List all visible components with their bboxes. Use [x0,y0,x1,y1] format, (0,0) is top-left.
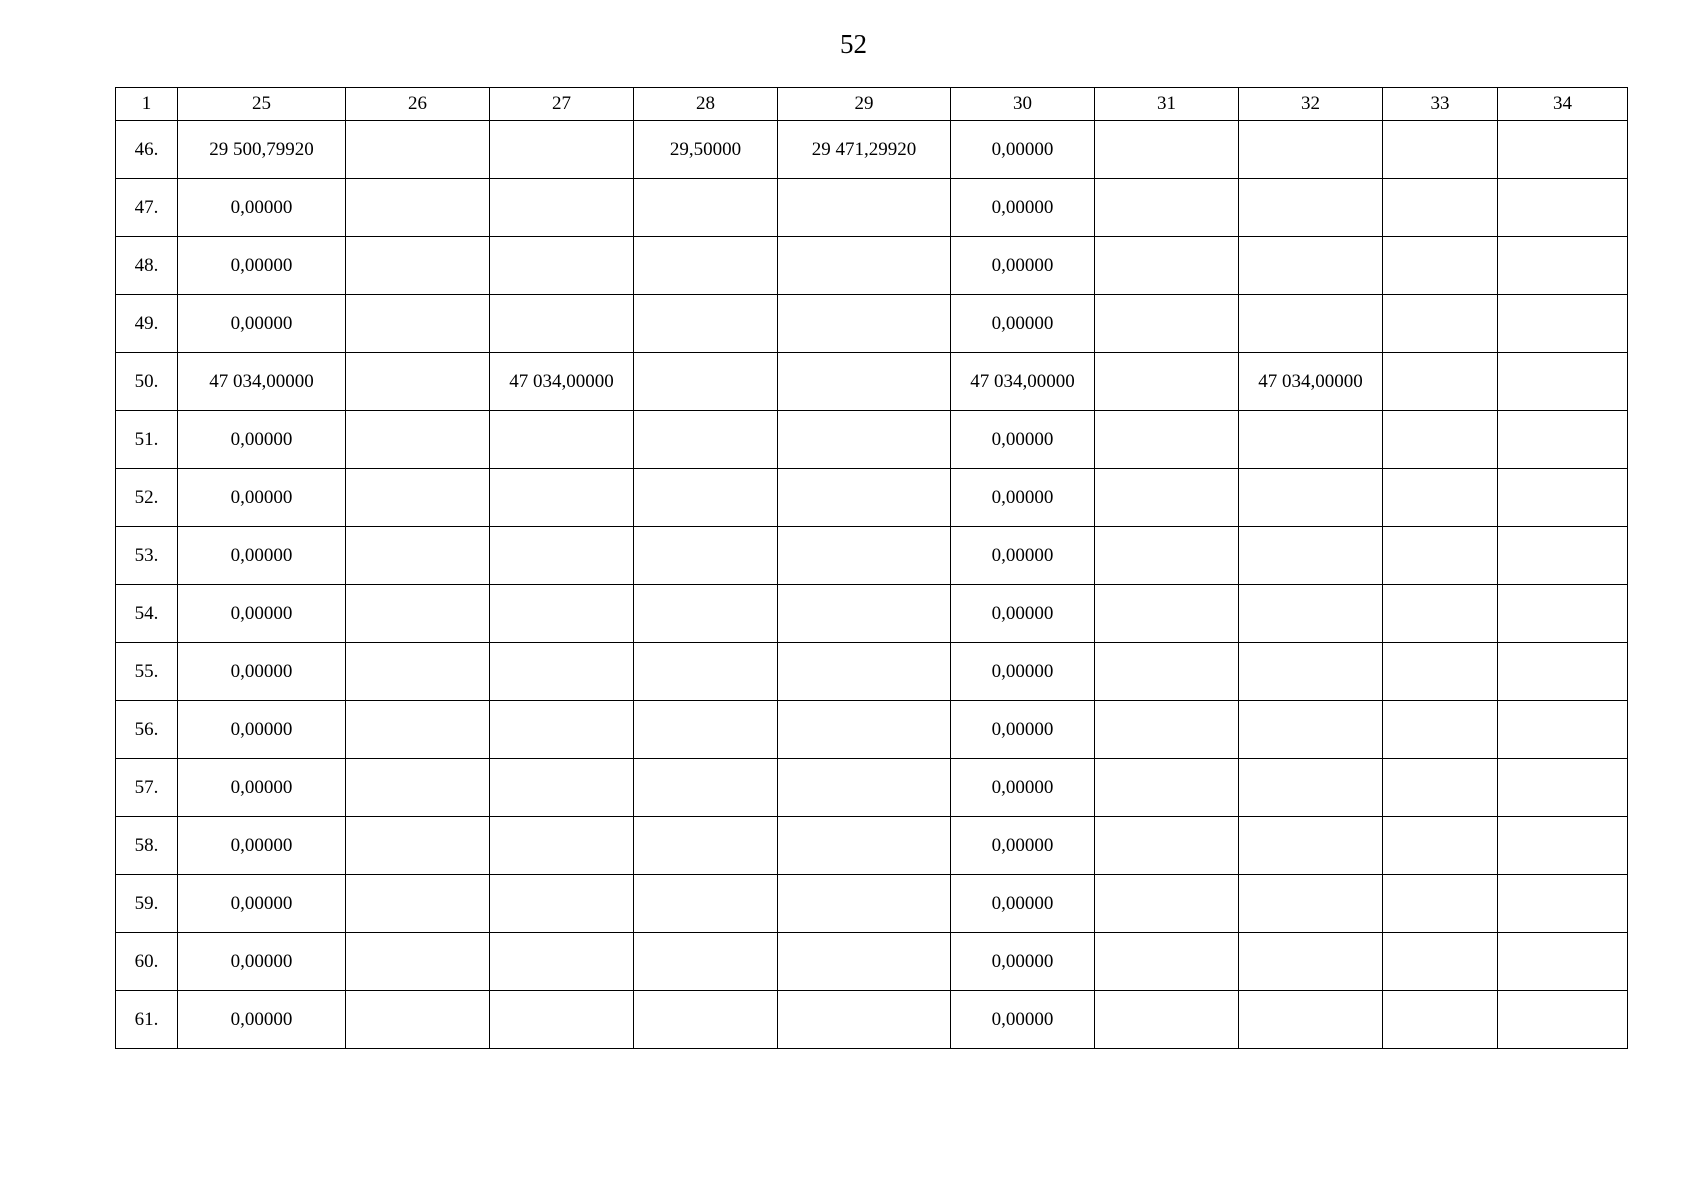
table-cell [1095,353,1239,411]
table-cell [778,701,951,759]
table-cell [1239,237,1383,295]
table-cell [1383,933,1498,991]
table-cell: 0,00000 [178,933,346,991]
table-cell [490,933,634,991]
table-cell: 0,00000 [178,585,346,643]
table-cell [346,585,490,643]
row-number-cell: 54. [116,585,178,643]
table-cell [346,353,490,411]
table-cell [634,759,778,817]
column-header: 30 [951,88,1095,121]
column-header: 33 [1383,88,1498,121]
table-cell [1383,411,1498,469]
table-cell [1095,411,1239,469]
table-cell [778,875,951,933]
table-cell [778,411,951,469]
table-cell [1239,875,1383,933]
table-cell: 0,00000 [178,991,346,1049]
table-cell: 0,00000 [178,237,346,295]
table-cell [1498,933,1628,991]
table-cell [778,353,951,411]
table-cell [1095,701,1239,759]
table-cell [1383,991,1498,1049]
table-cell [346,237,490,295]
table-cell [1239,643,1383,701]
table-cell: 0,00000 [951,237,1095,295]
table-cell: 47 034,00000 [490,353,634,411]
table-row [116,237,1628,295]
table-cell [1239,817,1383,875]
table-cell [346,295,490,353]
table-cell [1383,179,1498,237]
table-cell: 47 034,00000 [1239,353,1383,411]
table-cell [490,585,634,643]
table-cell [634,179,778,237]
table-cell [634,933,778,991]
table-cell [346,469,490,527]
table-cell: 47 034,00000 [178,353,346,411]
row-number-cell: 53. [116,527,178,585]
table-cell [1498,585,1628,643]
column-header: 29 [778,88,951,121]
table-header-row [116,88,1628,121]
table-cell [1095,295,1239,353]
table-row [116,701,1628,759]
row-number-cell: 58. [116,817,178,875]
table-body [116,88,1628,1049]
table-cell: 0,00000 [178,701,346,759]
table-cell: 29 500,79920 [178,121,346,179]
table-cell: 0,00000 [178,643,346,701]
table-cell [1383,353,1498,411]
table-cell [1383,759,1498,817]
table-cell [778,179,951,237]
table-cell [1239,179,1383,237]
table-cell [346,527,490,585]
table-cell [1383,121,1498,179]
table-cell [1383,817,1498,875]
table-cell: 29,50000 [634,121,778,179]
table-cell: 0,00000 [178,817,346,875]
table-cell: 0,00000 [951,179,1095,237]
table-cell [1383,237,1498,295]
table-cell [1498,469,1628,527]
table-cell: 0,00000 [951,875,1095,933]
row-number-cell: 50. [116,353,178,411]
table-cell [778,643,951,701]
table-cell [490,179,634,237]
table-cell [490,817,634,875]
table-cell: 0,00000 [178,527,346,585]
table-cell [778,585,951,643]
table-cell [1498,527,1628,585]
column-header: 32 [1239,88,1383,121]
table-cell [778,237,951,295]
table-cell [634,411,778,469]
table-cell: 0,00000 [951,991,1095,1049]
table-cell: 0,00000 [951,933,1095,991]
table-cell [1239,759,1383,817]
table-cell [1383,527,1498,585]
table-cell [1498,411,1628,469]
table-cell [1498,643,1628,701]
table-cell [346,759,490,817]
table-cell [1095,469,1239,527]
table-cell [490,643,634,701]
table-cell [1239,121,1383,179]
table-cell: 0,00000 [951,411,1095,469]
table-cell [778,817,951,875]
table-cell [1095,643,1239,701]
table-cell [1095,121,1239,179]
table-cell [634,469,778,527]
table-cell [1095,237,1239,295]
row-number-cell: 52. [116,469,178,527]
row-number-cell: 57. [116,759,178,817]
table-cell [1239,585,1383,643]
table-cell [1095,759,1239,817]
table-cell [778,469,951,527]
table-row [116,353,1628,411]
table-cell: 0,00000 [951,701,1095,759]
column-header: 1 [116,88,178,121]
table-cell [490,121,634,179]
column-header: 34 [1498,88,1628,121]
table-cell [1383,701,1498,759]
table-cell [1095,179,1239,237]
table-cell [346,933,490,991]
table-cell [1239,701,1383,759]
table-row [116,933,1628,991]
table-cell [1498,701,1628,759]
table-cell [346,411,490,469]
column-header: 28 [634,88,778,121]
table-cell [346,643,490,701]
table-row [116,411,1628,469]
table-cell [1383,295,1498,353]
table-cell [634,237,778,295]
table-cell: 0,00000 [951,295,1095,353]
table-cell [1095,933,1239,991]
table-cell [1239,295,1383,353]
column-header: 25 [178,88,346,121]
table-row [116,295,1628,353]
table-row [116,643,1628,701]
table-cell [1498,121,1628,179]
table-cell: 0,00000 [178,875,346,933]
table-cell [490,991,634,1049]
table-cell [634,353,778,411]
table-cell [346,179,490,237]
row-number-cell: 60. [116,933,178,991]
table-cell [1095,527,1239,585]
table-cell: 0,00000 [951,469,1095,527]
table-cell: 0,00000 [178,411,346,469]
column-header: 31 [1095,88,1239,121]
table-cell [1095,817,1239,875]
table-row [116,179,1628,237]
table-cell [634,991,778,1049]
table-cell [1498,179,1628,237]
table-row [116,121,1628,179]
table-cell: 47 034,00000 [951,353,1095,411]
table-cell [634,643,778,701]
table-cell [1498,875,1628,933]
row-number-cell: 46. [116,121,178,179]
table-cell: 0,00000 [951,817,1095,875]
row-number-cell: 49. [116,295,178,353]
table-cell [778,933,951,991]
table-cell [1095,875,1239,933]
table-cell [1239,469,1383,527]
table-cell: 0,00000 [178,295,346,353]
table-cell [1095,585,1239,643]
table-cell [490,701,634,759]
table-cell [778,991,951,1049]
table-cell [346,875,490,933]
row-number-cell: 61. [116,991,178,1049]
table-cell [346,991,490,1049]
page-number: 52 [840,29,867,59]
table-cell [346,817,490,875]
table-cell [1383,643,1498,701]
table-cell [778,295,951,353]
table-cell [1498,759,1628,817]
table-cell [346,121,490,179]
table-cell [1383,875,1498,933]
table-cell [1383,585,1498,643]
row-number-cell: 47. [116,179,178,237]
data-table [115,87,1628,1049]
table-cell [490,411,634,469]
table-cell [1498,237,1628,295]
table-cell: 0,00000 [951,759,1095,817]
row-number-cell: 55. [116,643,178,701]
table-cell [346,701,490,759]
row-number-cell: 56. [116,701,178,759]
table-row [116,991,1628,1049]
row-number-cell: 59. [116,875,178,933]
table-cell [1498,991,1628,1049]
table-cell [490,469,634,527]
table-cell [1239,411,1383,469]
column-header: 26 [346,88,490,121]
table-cell [1239,527,1383,585]
table-row [116,817,1628,875]
table-cell: 0,00000 [178,759,346,817]
table-row [116,469,1628,527]
table-cell: 0,00000 [951,527,1095,585]
table-cell [634,295,778,353]
table-cell [778,527,951,585]
table-cell [1498,295,1628,353]
table-cell: 0,00000 [951,643,1095,701]
table-cell [634,875,778,933]
table-cell [1498,353,1628,411]
table-row [116,585,1628,643]
table-row [116,527,1628,585]
table-cell: 0,00000 [951,121,1095,179]
table-cell [634,701,778,759]
table-cell [634,527,778,585]
table-row [116,759,1628,817]
table-cell [490,875,634,933]
table-row [116,875,1628,933]
table-cell: 0,00000 [951,585,1095,643]
row-number-cell: 51. [116,411,178,469]
table-cell [1239,991,1383,1049]
table-cell [490,527,634,585]
table-cell: 29 471,29920 [778,121,951,179]
row-number-cell: 48. [116,237,178,295]
table-cell [1383,469,1498,527]
table-cell [490,237,634,295]
table-cell [634,817,778,875]
table-cell [1095,991,1239,1049]
table-cell [634,585,778,643]
table-cell: 0,00000 [178,469,346,527]
table-cell: 0,00000 [178,179,346,237]
column-header: 27 [490,88,634,121]
table-cell [490,295,634,353]
table-cell [1498,817,1628,875]
table-cell [490,759,634,817]
table-cell [1239,933,1383,991]
table-cell [778,759,951,817]
